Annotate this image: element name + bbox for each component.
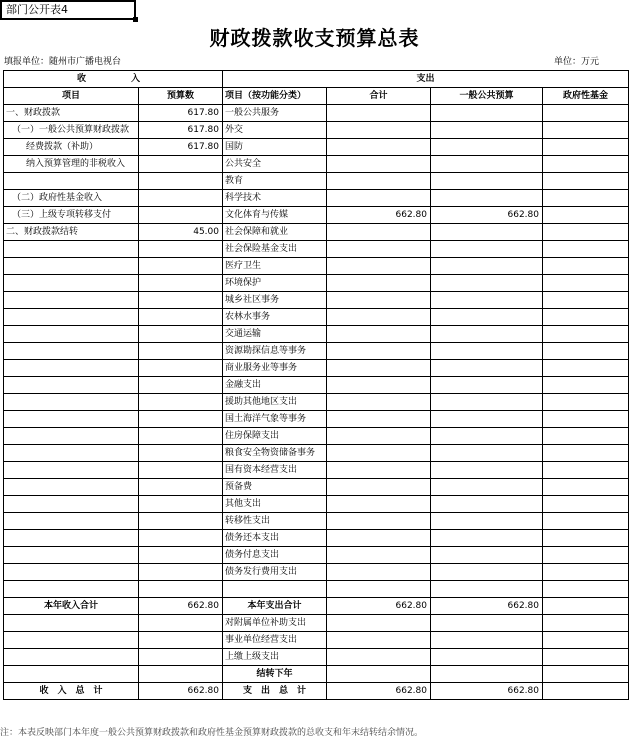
table-row [4,411,629,428]
table-row [4,122,629,139]
expense-total-cell[interactable] [327,343,431,360]
income-item-cell[interactable] [4,173,139,190]
table-row [4,615,629,632]
expense-general-cell[interactable] [431,343,543,360]
expense-general-cell[interactable] [431,105,543,122]
expense-item-cell[interactable]: 医疗卫生 [223,258,327,275]
income-budget-cell[interactable] [139,547,223,564]
expense-total-cell[interactable] [327,649,431,666]
table-row [4,292,629,309]
col-item: 项目 [4,88,139,105]
expense-item-cell[interactable]: 住房保障支出 [223,428,327,445]
table-row [4,207,629,224]
expense-general-cell[interactable] [431,632,543,649]
income-budget-cell[interactable] [139,156,223,173]
table-row [4,173,629,190]
income-budget-cell[interactable] [139,428,223,445]
expense-fund-cell[interactable] [543,598,629,615]
income-item-cell[interactable]: （二）政府性基金收入 [4,190,139,207]
table-row [4,275,629,292]
income-item-cell[interactable]: （三）上级专项转移支付 [4,207,139,224]
expense-total-cell[interactable] [327,462,431,479]
expense-total-cell[interactable] [327,122,431,139]
col-gov-fund: 政府性基金 [543,88,629,105]
expense-item-cell[interactable]: 公共安全 [223,156,327,173]
expense-fund-cell[interactable] [543,411,629,428]
expense-total-cell[interactable] [327,564,431,581]
expense-total-cell[interactable] [327,581,431,598]
col-item-by-function: 项目（按功能分类） [223,88,327,105]
expense-general-cell[interactable] [431,156,543,173]
table-row [4,666,629,683]
income-budget-cell[interactable] [139,496,223,513]
income-budget-cell[interactable] [139,513,223,530]
income-item-cell[interactable] [4,547,139,564]
expense-general-cell[interactable] [431,224,543,241]
expense-fund-cell[interactable] [543,190,629,207]
expense-item-cell[interactable]: 科学技术 [223,190,327,207]
table-row [4,428,629,445]
income-budget-cell[interactable] [139,241,223,258]
table-row [4,190,629,207]
expense-general-cell[interactable] [431,581,543,598]
expense-fund-cell[interactable] [543,122,629,139]
sheet-tab-label: 部门公开表4 [6,3,68,16]
expense-item-cell[interactable]: 一般公共服务 [223,105,327,122]
expense-total-cell[interactable] [327,445,431,462]
expense-general-cell[interactable] [431,428,543,445]
income-item-cell[interactable] [4,343,139,360]
expense-item-cell[interactable]: 预备费 [223,479,327,496]
income-budget-cell[interactable] [139,343,223,360]
income-item-cell[interactable]: 本年收入合计 [4,598,139,615]
expense-fund-cell[interactable] [543,377,629,394]
col-total: 合计 [327,88,431,105]
expense-item-cell[interactable]: 教育 [223,173,327,190]
expense-item-cell[interactable]: 社会保险基金支出 [223,241,327,258]
expense-total-cell[interactable] [327,411,431,428]
income-item-cell[interactable]: 纳入预算管理的非税收入 [4,156,139,173]
expense-total-cell[interactable] [327,530,431,547]
income-item-cell[interactable] [4,513,139,530]
expense-general-cell[interactable] [431,547,543,564]
income-item-cell[interactable] [4,530,139,547]
expense-total-cell[interactable] [327,547,431,564]
expense-general-cell[interactable] [431,122,543,139]
income-item-cell[interactable] [4,632,139,649]
table-row [4,156,629,173]
table-row [4,513,629,530]
expense-total-cell[interactable] [327,513,431,530]
expense-general-cell[interactable]: 662.80 [431,683,543,700]
table-row [4,360,629,377]
expense-total-cell[interactable] [327,615,431,632]
expense-item-cell[interactable]: 本年支出合计 [223,598,327,615]
expense-fund-cell[interactable] [543,326,629,343]
income-item-cell[interactable] [4,462,139,479]
income-budget-cell[interactable] [139,292,223,309]
expense-total-cell[interactable]: 662.80 [327,598,431,615]
expense-item-cell[interactable]: 文化体育与传媒 [223,207,327,224]
expense-item-cell[interactable]: 资源勘探信息等事务 [223,343,327,360]
expense-general-cell[interactable] [431,360,543,377]
expense-fund-cell[interactable] [543,292,629,309]
income-budget-cell[interactable] [139,394,223,411]
income-item-cell[interactable]: 一、财政拨款 [4,105,139,122]
expense-item-cell[interactable]: 城乡社区事务 [223,292,327,309]
income-budget-cell[interactable] [139,258,223,275]
expense-fund-cell[interactable] [543,666,629,683]
income-item-cell[interactable] [4,275,139,292]
expense-item-cell[interactable]: 债务付息支出 [223,547,327,564]
expense-fund-cell[interactable] [543,547,629,564]
header-row-1 [4,71,629,88]
income-budget-cell[interactable] [139,479,223,496]
expense-fund-cell[interactable] [543,275,629,292]
income-budget-cell[interactable] [139,377,223,394]
expense-item-cell[interactable]: 债务还本支出 [223,530,327,547]
expense-item-cell[interactable]: 对附属单位补助支出 [223,615,327,632]
income-budget-cell[interactable] [139,309,223,326]
income-header: 收 入 [4,71,223,88]
expense-total-cell[interactable] [327,428,431,445]
table-row [4,479,629,496]
income-item-cell[interactable] [4,479,139,496]
expense-general-cell[interactable] [431,190,543,207]
expense-general-cell[interactable]: 662.80 [431,207,543,224]
income-budget-cell[interactable] [139,530,223,547]
expense-item-cell[interactable] [223,581,327,598]
expense-fund-cell[interactable] [543,343,629,360]
expense-total-cell[interactable] [327,275,431,292]
table-row [4,649,629,666]
expense-fund-cell[interactable] [543,156,629,173]
reporting-unit: 填报单位：随州市广播电视台 [4,57,122,67]
expense-item-cell[interactable]: 国土海洋气象等事务 [223,411,327,428]
income-budget-cell[interactable] [139,173,223,190]
expense-fund-cell[interactable] [543,564,629,581]
expense-general-cell[interactable] [431,649,543,666]
footnote: 注：本表反映部门本年度一般公共预算财政拨款和政府性基金预算财政拨款的总收支和年末结转结余情况。 [0,728,424,738]
expense-fund-cell[interactable] [543,309,629,326]
expense-fund-cell[interactable] [543,513,629,530]
income-item-cell[interactable]: （一）一般公共预算财政拨款 [4,122,139,139]
income-budget-cell[interactable] [139,326,223,343]
table-row [4,530,629,547]
income-item-cell[interactable] [4,581,139,598]
expense-fund-cell[interactable] [543,530,629,547]
expense-general-cell[interactable] [431,530,543,547]
expense-fund-cell[interactable] [543,683,629,700]
expense-fund-cell[interactable] [543,462,629,479]
expense-fund-cell[interactable] [543,649,629,666]
table-row [4,343,629,360]
income-item-cell[interactable] [4,394,139,411]
table-row [4,564,629,581]
expense-fund-cell[interactable] [543,105,629,122]
income-budget-cell[interactable]: 617.80 [139,139,223,156]
income-item-cell[interactable] [4,360,139,377]
expense-fund-cell[interactable] [543,139,629,156]
income-budget-cell[interactable] [139,666,223,683]
expense-general-cell[interactable] [431,275,543,292]
table-row [4,598,629,615]
income-item-cell[interactable] [4,258,139,275]
income-item-cell[interactable] [4,292,139,309]
income-budget-cell[interactable] [139,632,223,649]
income-item-cell[interactable] [4,564,139,581]
income-item-cell[interactable]: 经费拨款（补助） [4,139,139,156]
expense-general-cell[interactable] [431,666,543,683]
expense-item-cell[interactable]: 农林水事务 [223,309,327,326]
expense-item-cell[interactable]: 事业单位经营支出 [223,632,327,649]
income-budget-cell[interactable] [139,581,223,598]
income-budget-cell[interactable] [139,411,223,428]
expense-item-cell[interactable]: 交通运输 [223,326,327,343]
expense-fund-cell[interactable] [543,360,629,377]
expense-total-cell[interactable] [327,258,431,275]
table-row [4,241,629,258]
table-row [4,309,629,326]
expense-general-cell[interactable] [431,292,543,309]
budget-table [3,70,629,700]
income-item-cell[interactable] [4,411,139,428]
expense-item-cell[interactable]: 转移性支出 [223,513,327,530]
expense-general-cell[interactable]: 662.80 [431,598,543,615]
expense-general-cell[interactable] [431,479,543,496]
expense-total-cell[interactable] [327,377,431,394]
expense-general-cell[interactable] [431,173,543,190]
expense-total-cell[interactable] [327,666,431,683]
expense-fund-cell[interactable] [543,224,629,241]
expense-general-cell[interactable] [431,394,543,411]
income-budget-cell[interactable] [139,445,223,462]
table-row [4,632,629,649]
table-row [4,377,629,394]
table-row [4,224,629,241]
income-budget-cell[interactable] [139,649,223,666]
table-row [4,394,629,411]
expense-total-cell[interactable] [327,292,431,309]
expense-fund-cell[interactable] [543,581,629,598]
table-row [4,258,629,275]
table-row [4,581,629,598]
income-item-cell[interactable]: 二、财政拨款结转 [4,224,139,241]
expense-item-cell[interactable]: 社会保障和就业 [223,224,327,241]
expense-total-cell[interactable] [327,224,431,241]
income-item-cell[interactable] [4,649,139,666]
expense-total-cell[interactable] [327,190,431,207]
income-item-cell[interactable] [4,445,139,462]
income-item-cell[interactable] [4,326,139,343]
expense-general-cell[interactable] [431,411,543,428]
expense-header: 支出 [223,71,629,88]
expense-fund-cell[interactable] [543,258,629,275]
table-row [4,496,629,513]
expense-general-cell[interactable] [431,326,543,343]
expense-item-cell[interactable]: 支 出 总 计 [223,683,327,700]
expense-general-cell[interactable] [431,615,543,632]
expense-item-cell[interactable]: 其他支出 [223,496,327,513]
income-budget-cell[interactable]: 617.80 [139,122,223,139]
table-row [4,139,629,156]
income-item-cell[interactable] [4,615,139,632]
expense-item-cell[interactable]: 外交 [223,122,327,139]
expense-total-cell[interactable] [327,156,431,173]
expense-general-cell[interactable] [431,513,543,530]
table-row [4,683,629,700]
expense-total-cell[interactable] [327,105,431,122]
expense-fund-cell[interactable] [543,173,629,190]
expense-item-cell[interactable]: 结转下年 [223,666,327,683]
expense-general-cell[interactable] [431,258,543,275]
expense-total-cell[interactable] [327,241,431,258]
expense-total-cell[interactable] [327,632,431,649]
expense-total-cell[interactable] [327,496,431,513]
expense-fund-cell[interactable] [543,428,629,445]
header-row-2 [4,88,629,105]
expense-item-cell[interactable]: 国有资本经营支出 [223,462,327,479]
expense-fund-cell[interactable] [543,479,629,496]
expense-general-cell[interactable] [431,377,543,394]
expense-general-cell[interactable] [431,241,543,258]
income-budget-cell[interactable] [139,615,223,632]
income-item-cell[interactable]: 收 入 总 计 [4,683,139,700]
expense-fund-cell[interactable] [543,496,629,513]
income-item-cell[interactable] [4,241,139,258]
income-budget-cell[interactable] [139,360,223,377]
expense-fund-cell[interactable] [543,394,629,411]
table-row [4,445,629,462]
expense-fund-cell[interactable] [543,207,629,224]
expense-item-cell[interactable]: 环境保护 [223,275,327,292]
expense-fund-cell[interactable] [543,632,629,649]
income-budget-cell[interactable] [139,564,223,581]
income-item-cell[interactable] [4,377,139,394]
expense-total-cell[interactable] [327,309,431,326]
expense-fund-cell[interactable] [543,445,629,462]
income-item-cell[interactable] [4,496,139,513]
income-budget-cell[interactable] [139,275,223,292]
table-row [4,105,629,122]
sheet-tab[interactable] [0,0,136,20]
expense-fund-cell[interactable] [543,241,629,258]
expense-total-cell[interactable] [327,479,431,496]
expense-general-cell[interactable] [431,496,543,513]
expense-general-cell[interactable] [431,462,543,479]
income-budget-cell[interactable] [139,190,223,207]
currency-unit: 单位：万元 [553,57,599,67]
income-budget-cell[interactable] [139,207,223,224]
table-row [4,326,629,343]
expense-total-cell[interactable] [327,360,431,377]
table-row [4,462,629,479]
expense-total-cell[interactable] [327,326,431,343]
income-budget-cell[interactable]: 617.80 [139,105,223,122]
expense-general-cell[interactable] [431,309,543,326]
expense-item-cell[interactable]: 商业服务业等事务 [223,360,327,377]
expense-fund-cell[interactable] [543,615,629,632]
expense-general-cell[interactable] [431,445,543,462]
expense-total-cell[interactable] [327,394,431,411]
income-budget-cell[interactable]: 45.00 [139,224,223,241]
income-item-cell[interactable] [4,428,139,445]
expense-item-cell[interactable]: 债务发行费用支出 [223,564,327,581]
expense-item-cell[interactable]: 上缴上级支出 [223,649,327,666]
income-item-cell[interactable] [4,309,139,326]
expense-total-cell[interactable] [327,173,431,190]
page-title: 财政拨款收支预算总表 [209,26,420,50]
expense-general-cell[interactable] [431,139,543,156]
income-budget-cell[interactable] [139,462,223,479]
expense-item-cell[interactable]: 援助其他地区支出 [223,394,327,411]
income-item-cell[interactable] [4,666,139,683]
expense-item-cell[interactable]: 粮食安全物资储备事务 [223,445,327,462]
col-general-budget: 一般公共预算 [431,88,543,105]
income-budget-cell[interactable]: 662.80 [139,598,223,615]
expense-item-cell[interactable]: 国防 [223,139,327,156]
col-budget: 预算数 [139,88,223,105]
expense-item-cell[interactable]: 金融支出 [223,377,327,394]
table-row [4,547,629,564]
expense-general-cell[interactable] [431,564,543,581]
income-budget-cell[interactable]: 662.80 [139,683,223,700]
expense-total-cell[interactable]: 662.80 [327,683,431,700]
expense-total-cell[interactable] [327,139,431,156]
expense-total-cell[interactable]: 662.80 [327,207,431,224]
